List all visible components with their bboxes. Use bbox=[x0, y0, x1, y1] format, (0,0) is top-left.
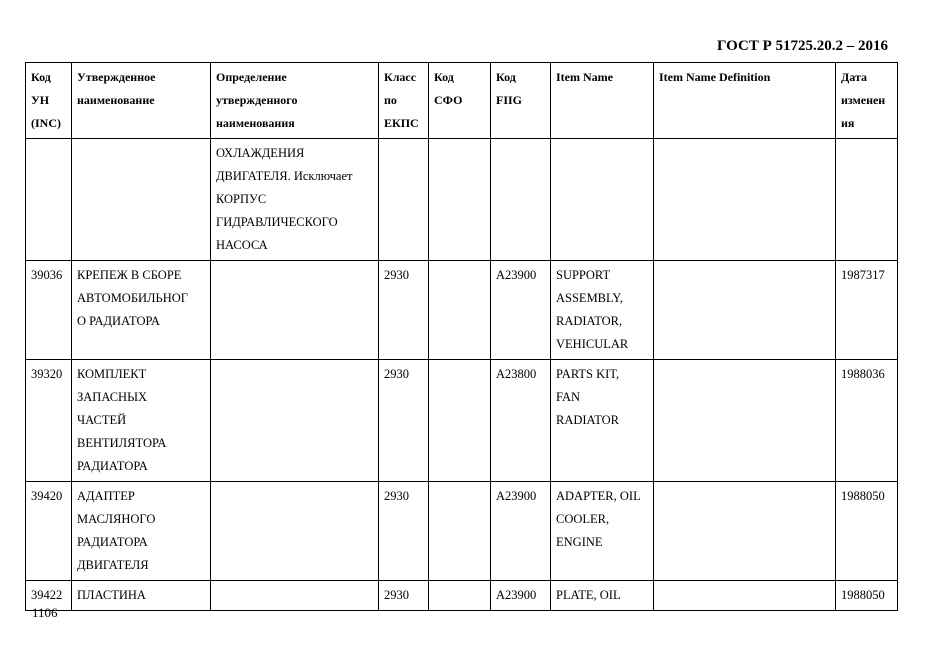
header-text: FIIG bbox=[496, 93, 523, 107]
header-text: УН bbox=[31, 93, 50, 107]
header-text: Дата bbox=[841, 70, 867, 84]
header-text: наименование bbox=[77, 93, 155, 107]
cell-text: КОРПУС bbox=[216, 192, 267, 206]
cell-item-name-definition bbox=[654, 482, 836, 581]
cell-ekps-class bbox=[379, 261, 429, 360]
cell-ekps-class bbox=[379, 360, 429, 482]
cell-inc-code bbox=[26, 360, 72, 482]
header-text: Item Name Definition bbox=[659, 70, 771, 84]
header-text: изменен bbox=[841, 93, 886, 107]
cell-text: РАДИАТОРА bbox=[77, 535, 148, 549]
table-header-row bbox=[26, 63, 898, 139]
table-row bbox=[26, 482, 898, 581]
cell-text: НАСОСА bbox=[216, 238, 268, 252]
cell-sfo-code bbox=[429, 139, 491, 261]
cell-sfo-code bbox=[429, 482, 491, 581]
header-text: ия bbox=[841, 116, 855, 130]
header-change-date bbox=[836, 63, 898, 139]
cell-text: КОМПЛЕКТ bbox=[77, 367, 147, 381]
cell-text: ПЛАСТИНА bbox=[77, 588, 146, 602]
cell-sfo-code bbox=[429, 261, 491, 360]
document-code: ГОСТ Р 51725.20.2 – 2016 bbox=[716, 38, 888, 54]
cell-text: ГИДРАВЛИЧЕСКОГО bbox=[216, 215, 338, 229]
cell-approved-name bbox=[72, 360, 211, 482]
cell-approved-name bbox=[72, 261, 211, 360]
cell-text: SUPPORT bbox=[556, 268, 611, 282]
cell-text: О РАДИАТОРА bbox=[77, 314, 160, 328]
cell-text: A23900 bbox=[496, 268, 537, 282]
cell-name-definition bbox=[211, 261, 379, 360]
cell-text: PARTS KIT, bbox=[556, 367, 620, 381]
cell-approved-name bbox=[72, 482, 211, 581]
cell-fiig-code bbox=[491, 261, 551, 360]
cell-text: PLATE, OIL bbox=[556, 588, 621, 602]
cell-text: ДВИГАТЕЛЯ. Исключает bbox=[216, 169, 353, 183]
cell-item-name bbox=[551, 139, 654, 261]
header-name-definition bbox=[211, 63, 379, 139]
cell-text: МАСЛЯНОГО bbox=[77, 512, 156, 526]
cell-name-definition bbox=[211, 482, 379, 581]
cell-item-name-definition bbox=[654, 261, 836, 360]
header-text: ЕКПС bbox=[384, 116, 419, 130]
cell-text: RADIATOR, bbox=[556, 314, 623, 328]
header-sfo-code bbox=[429, 63, 491, 139]
cell-fiig-code bbox=[491, 360, 551, 482]
cell-sfo-code bbox=[429, 360, 491, 482]
cell-text: 1987317 bbox=[841, 268, 885, 282]
header-text: Код bbox=[496, 70, 516, 84]
cell-text: 2930 bbox=[384, 489, 409, 503]
cell-text: COOLER, bbox=[556, 512, 610, 526]
header-text: Код bbox=[31, 70, 51, 84]
cell-text: RADIATOR bbox=[556, 413, 619, 427]
cell-item-name bbox=[551, 261, 654, 360]
cell-text: 39036 bbox=[31, 268, 63, 282]
catalog-table bbox=[25, 62, 898, 611]
cell-text: VEHICULAR bbox=[556, 337, 629, 351]
table-row bbox=[26, 139, 898, 261]
header-text: Определение bbox=[216, 70, 287, 84]
cell-text: ВЕНТИЛЯТОРА bbox=[77, 436, 167, 450]
cell-item-name-definition bbox=[654, 581, 836, 611]
cell-approved-name bbox=[72, 139, 211, 261]
cell-item-name-definition bbox=[654, 360, 836, 482]
table-body bbox=[26, 139, 898, 611]
cell-text: A23900 bbox=[496, 489, 537, 503]
cell-text: РАДИАТОРА bbox=[77, 459, 148, 473]
cell-text: 2930 bbox=[384, 588, 409, 602]
cell-text: 2930 bbox=[384, 367, 409, 381]
cell-text: ДВИГАТЕЛЯ bbox=[77, 558, 149, 572]
header-fiig-code bbox=[491, 63, 551, 139]
cell-text: FAN bbox=[556, 390, 581, 404]
cell-change-date bbox=[836, 261, 898, 360]
cell-text: 1988050 bbox=[841, 489, 885, 503]
header-text: Утвержденное bbox=[77, 70, 156, 84]
cell-ekps-class bbox=[379, 581, 429, 611]
table-row bbox=[26, 360, 898, 482]
cell-name-definition bbox=[211, 139, 379, 261]
header-text: утвержденного bbox=[216, 93, 298, 107]
cell-sfo-code bbox=[429, 581, 491, 611]
cell-text: КРЕПЕЖ В СБОРЕ bbox=[77, 268, 182, 282]
cell-text: ЧАСТЕЙ bbox=[77, 413, 127, 427]
cell-text: АВТОМОБИЛЬНОГ bbox=[77, 291, 188, 305]
cell-text: 39320 bbox=[31, 367, 63, 381]
cell-approved-name bbox=[72, 581, 211, 611]
cell-change-date bbox=[836, 581, 898, 611]
cell-change-date bbox=[836, 360, 898, 482]
cell-name-definition bbox=[211, 581, 379, 611]
table-row bbox=[26, 581, 898, 611]
cell-name-definition bbox=[211, 360, 379, 482]
cell-text: 39420 bbox=[31, 489, 63, 503]
cell-text: 2930 bbox=[384, 268, 409, 282]
cell-text: 1988050 bbox=[841, 588, 885, 602]
cell-fiig-code bbox=[491, 139, 551, 261]
header-item-name-definition bbox=[654, 63, 836, 139]
cell-item-name bbox=[551, 581, 654, 611]
cell-change-date bbox=[836, 139, 898, 261]
cell-text: 1988036 bbox=[841, 367, 885, 381]
cell-fiig-code bbox=[491, 482, 551, 581]
header-text: наименования bbox=[216, 116, 295, 130]
cell-inc-code bbox=[26, 482, 72, 581]
cell-inc-code bbox=[26, 139, 72, 261]
cell-text: ADAPTER, OIL bbox=[556, 489, 641, 503]
cell-text: ENGINE bbox=[556, 535, 603, 549]
header-text: Класс bbox=[384, 70, 417, 84]
cell-text: АДАПТЕР bbox=[77, 489, 135, 503]
header-text: Код bbox=[434, 70, 454, 84]
cell-text: A23900 bbox=[496, 588, 537, 602]
cell-item-name-definition bbox=[654, 139, 836, 261]
cell-text: ЗАПАСНЫХ bbox=[77, 390, 148, 404]
cell-text: ОХЛАЖДЕНИЯ bbox=[216, 146, 305, 160]
page-number: 1106 bbox=[32, 605, 58, 620]
cell-fiig-code bbox=[491, 581, 551, 611]
header-text: Item Name bbox=[556, 70, 613, 84]
cell-text: A23800 bbox=[496, 367, 537, 381]
table-row bbox=[26, 261, 898, 360]
header-ekps-class bbox=[379, 63, 429, 139]
cell-ekps-class bbox=[379, 139, 429, 261]
cell-text: 39422 bbox=[31, 588, 63, 602]
header-approved-name bbox=[72, 63, 211, 139]
cell-inc-code bbox=[26, 261, 72, 360]
header-text: (INC) bbox=[31, 116, 61, 130]
header-text: по bbox=[384, 93, 397, 107]
header-item-name bbox=[551, 63, 654, 139]
cell-change-date bbox=[836, 482, 898, 581]
cell-text: ASSEMBLY, bbox=[556, 291, 623, 305]
header-inc-code bbox=[26, 63, 72, 139]
cell-item-name bbox=[551, 482, 654, 581]
header-text: СФО bbox=[434, 93, 463, 107]
cell-ekps-class bbox=[379, 482, 429, 581]
cell-item-name bbox=[551, 360, 654, 482]
